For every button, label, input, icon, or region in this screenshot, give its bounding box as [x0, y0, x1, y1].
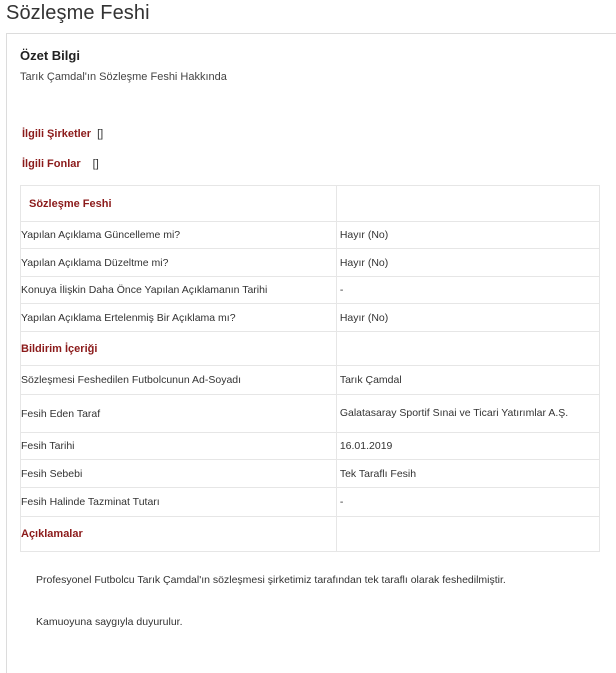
related-companies-label[interactable]: İlgili Şirketler: [22, 128, 92, 140]
related-funds[interactable]: [22, 158, 99, 170]
summary-subtitle: Tarık Çamdal'ın Sözleşme Feshi Hakkında: [20, 71, 227, 83]
row-label: Fesih Halinde Tazminat Tutarı: [21, 488, 337, 517]
page-title: Sözleşme Feshi: [6, 2, 150, 24]
related-funds-label[interactable]: İlgili Fonlar: [22, 158, 81, 170]
table-row: [21, 395, 600, 433]
related-companies[interactable]: [22, 128, 103, 140]
notice-title: Bildirim İçeriği: [21, 342, 98, 355]
row-label: Yapılan Açıklama Ertelenmiş Bir Açıklama mı?: [21, 304, 337, 332]
row-label: Fesih Eden Taraf: [21, 395, 337, 433]
row-value: -: [336, 277, 599, 304]
related-companies-value: []: [97, 128, 104, 140]
explanations-header-row: [21, 517, 600, 552]
description-paragraph: Kamuoyuna saygıyla duyurulur.: [36, 616, 183, 628]
row-label: Yapılan Açıklama Düzeltme mi?: [21, 249, 337, 277]
row-label: Sözleşmesi Feshedilen Futbolcunun Ad-Soyadı: [21, 366, 337, 395]
table-row: [21, 222, 600, 249]
table-row: [21, 433, 600, 460]
section-header-row: [21, 186, 600, 222]
related-funds-value: []: [92, 158, 99, 170]
summary-title: Özet Bilgi: [20, 48, 80, 63]
row-value: Hayır (No): [336, 249, 599, 277]
row-label: Yapılan Açıklama Güncelleme mi?: [21, 222, 337, 249]
description-paragraph: Profesyonel Futbolcu Tarık Çamdal'ın sözleşmesi şirketimiz tarafından tek taraflı olarak feshedilmiştir.: [36, 574, 506, 586]
row-value: Tek Taraflı Fesih: [336, 460, 599, 488]
row-label: Konuya İlişkin Daha Önce Yapılan Açıklamanın Tarihi: [21, 277, 337, 304]
table-row: [21, 460, 600, 488]
row-value: -: [336, 488, 599, 517]
row-label: Fesih Sebebi: [21, 460, 337, 488]
row-value: Hayır (No): [336, 304, 599, 332]
table-row: [21, 249, 600, 277]
row-value: 16.01.2019: [336, 433, 599, 460]
table-row: [21, 366, 600, 395]
subsection-header-row: [21, 332, 600, 366]
table-row: [21, 488, 600, 517]
row-value: Galatasaray Sportif Sınai ve Ticari Yatırımlar A.Ş.: [336, 395, 599, 433]
explanations-title: Açıklamalar: [21, 528, 83, 540]
section-title: Sözleşme Feshi: [29, 197, 112, 210]
table-row: [21, 304, 600, 332]
table-row: [21, 277, 600, 304]
row-value: Hayır (No): [336, 222, 599, 249]
row-label: Fesih Tarihi: [21, 433, 337, 460]
row-value: Tarık Çamdal: [336, 366, 599, 395]
disclosure-table: [20, 185, 600, 552]
